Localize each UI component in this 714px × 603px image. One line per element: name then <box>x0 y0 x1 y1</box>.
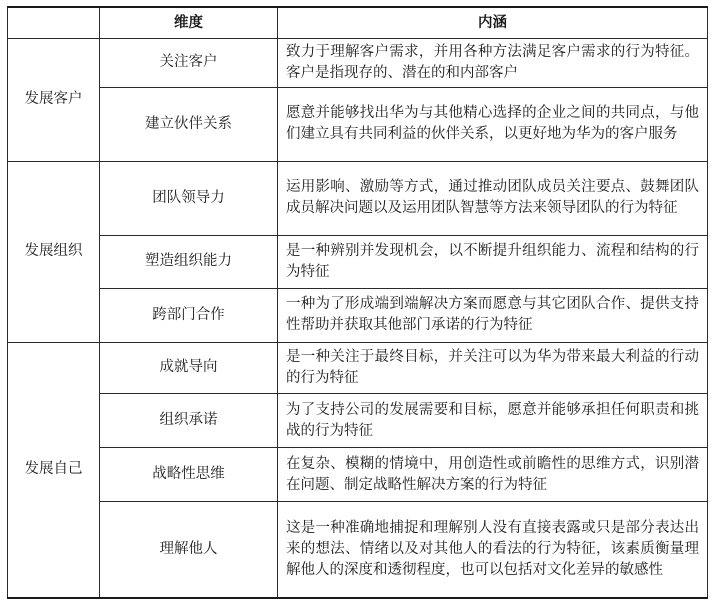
dimension-cell: 跨部门合作 <box>100 288 278 342</box>
header-row <box>8 7 708 39</box>
content-cell: 是一种关注于最终目标，并关注可以为华为带来最大利益的行动的行为特征 <box>278 342 708 394</box>
table-row <box>8 87 708 161</box>
competency-table <box>7 6 708 599</box>
dimension-cell: 关注客户 <box>100 39 278 88</box>
group-cell: 发展组织 <box>8 161 100 342</box>
content-cell: 运用影响、激励等方式，通过推动团队成员关注要点、鼓舞团队成员解决问题以及运用团队智慧等方法来领导团队的行为特征 <box>278 161 708 235</box>
table-row <box>8 342 708 394</box>
content-cell: 致力于理解客户需求，并用各种方法满足客户需求的行为特征。客户是指现存的、潜在的和内部客户 <box>278 39 708 88</box>
dimension-cell: 成就导向 <box>100 342 278 394</box>
dimension-cell: 战略性思维 <box>100 448 278 502</box>
dimension-cell: 组织承诺 <box>100 394 278 448</box>
content-cell: 是一种辨别并发现机会，以不断提升组织能力、流程和结构的行为特征 <box>278 235 708 288</box>
table-row <box>8 394 708 448</box>
table-row <box>8 161 708 235</box>
competency-table-container <box>7 6 707 599</box>
dimension-cell: 塑造组织能力 <box>100 235 278 288</box>
group-cell: 发展客户 <box>8 39 100 162</box>
content-cell: 在复杂、模糊的情境中，用创造性或前瞻性的思维方式，识别潜在问题、制定战略性解决方案的行为特征 <box>278 448 708 502</box>
table-row <box>8 448 708 502</box>
content-cell: 愿意并能够找出华为与其他精心选择的企业之间的共同点，与他们建立具有共同利益的伙伴关系，以更好地为华为的客户服务 <box>278 87 708 161</box>
group-cell: 发展自己 <box>8 342 100 598</box>
header-dimension: 维度 <box>100 7 278 39</box>
content-cell: 一种为了形成端到端解决方案而愿意与其它团队合作、提供支持性帮助并获取其他部门承诺的行为特征 <box>278 288 708 342</box>
content-cell: 为了支持公司的发展需要和目标，愿意并能够承担任何职责和挑战的行为特征 <box>278 394 708 448</box>
dimension-cell: 团队领导力 <box>100 161 278 235</box>
table-row <box>8 39 708 88</box>
dimension-cell: 建立伙伴关系 <box>100 87 278 161</box>
table-row <box>8 288 708 342</box>
header-group <box>8 7 100 39</box>
table-row <box>8 502 708 599</box>
content-cell: 这是一种准确地捕捉和理解别人没有直接表露或只是部分表达出来的想法、情绪以及对其他人的看法的行为特征，该素质衡量理解他人的深度和透彻程度，也可以包括对文化差异的敏感性 <box>278 502 708 599</box>
header-content: 内涵 <box>278 7 708 39</box>
table-row <box>8 235 708 288</box>
dimension-cell: 理解他人 <box>100 502 278 599</box>
